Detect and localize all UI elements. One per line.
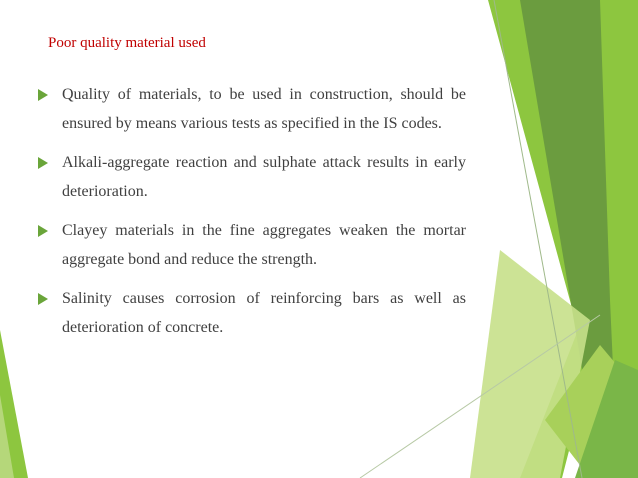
triangle-bullet-icon	[38, 89, 48, 101]
bullet-list	[38, 80, 466, 352]
bullet-text: Quality of materials, to be used in construction, should be ensured by means various tests as specified in the IS codes.	[62, 86, 466, 132]
triangle-bullet-icon	[38, 293, 48, 305]
bullet-text: Clayey materials in the fine aggregates weaken the mortar aggregate bond and reduce the strength.	[62, 222, 466, 268]
bullet-text: Alkali-aggregate reaction and sulphate attack results in early deterioration.	[62, 154, 466, 200]
bullet-item	[38, 148, 466, 206]
bullet-item	[38, 216, 466, 274]
triangle-bullet-icon	[38, 225, 48, 237]
bullet-text: Salinity causes corrosion of reinforcing bars as well as deterioration of concrete.	[62, 290, 466, 336]
triangle-bullet-icon	[38, 157, 48, 169]
slide-title: Poor quality material used	[48, 35, 206, 51]
bullet-item	[38, 80, 466, 138]
bullet-item	[38, 284, 466, 342]
